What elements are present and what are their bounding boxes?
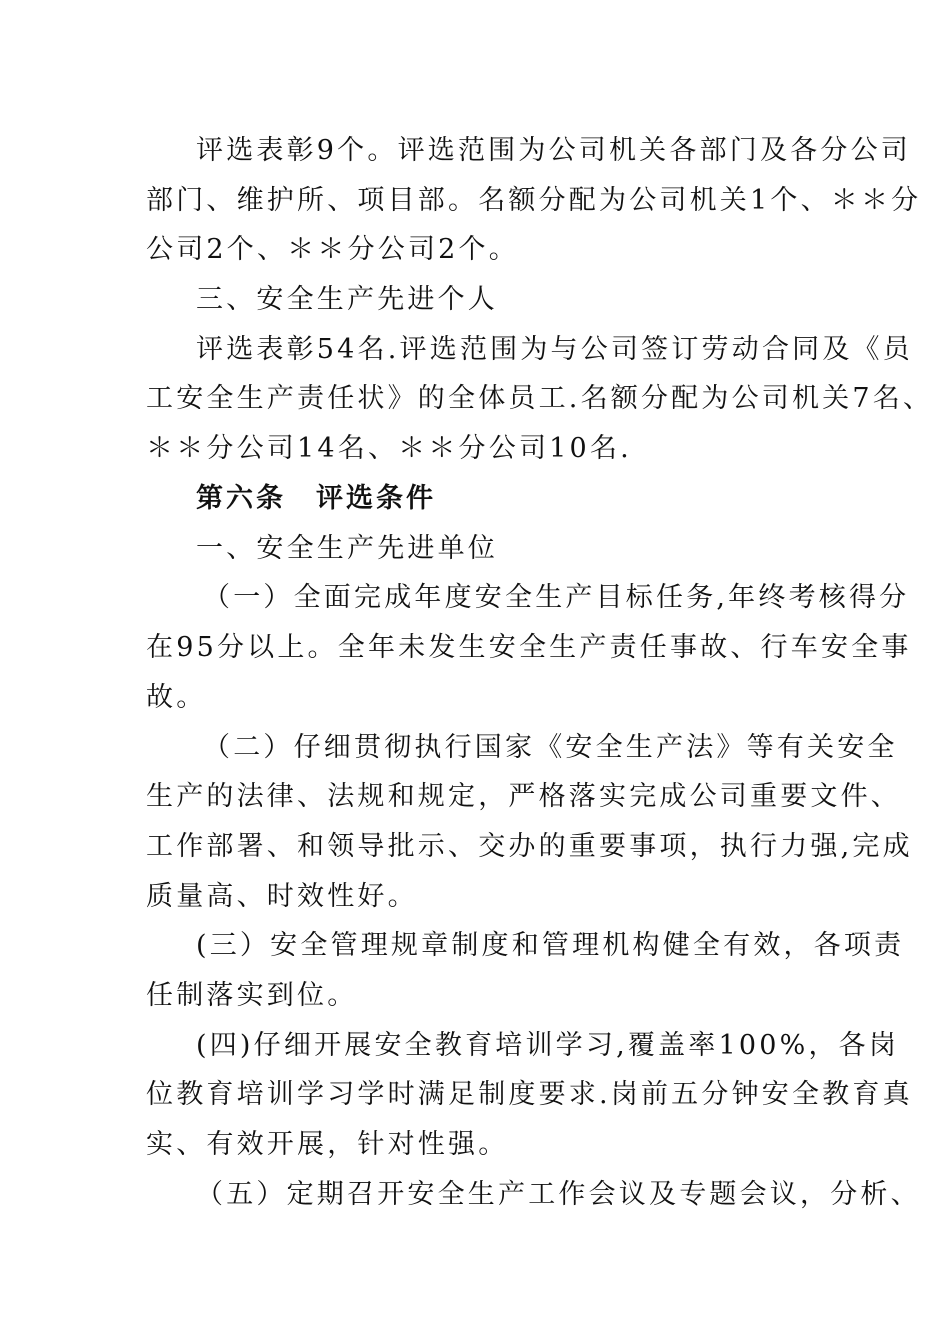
paragraph-line: ＊＊分公司14名、＊＊分公司10名. <box>146 433 632 464</box>
paragraph-line: 部门、维护所、项目部。名额分配为公司机关1个、＊＊分 <box>146 185 922 216</box>
paragraph-line: （二）仔细贯彻执行国家《安全生产法》等有关安全 <box>203 732 898 763</box>
paragraph-line: 评选表彰54名.评选范围为与公司签订劳动合同及《员 <box>196 334 913 365</box>
paragraph-line: 位教育培训学习学时满足制度要求.岗前五分钟安全教育真 <box>146 1079 913 1110</box>
paragraph-line: 评选表彰9个。评选范围为公司机关各部门及各分公司 <box>196 135 911 166</box>
paragraph-line: 故。 <box>146 682 207 713</box>
paragraph-line: 公司2个、＊＊分公司2个。 <box>146 234 519 265</box>
paragraph-line: 实、有效开展，针对性强。 <box>146 1129 509 1160</box>
article-heading: 第六条 评选条件 <box>196 483 436 514</box>
paragraph-line: 生产的法律、法规和规定，严格落实完成公司重要文件、 <box>146 781 901 812</box>
paragraph-line: (三）安全管理规章制度和管理机构健全有效，各项责 <box>196 930 905 961</box>
paragraph-line: 工作部署、和领导批示、交办的重要事项，执行力强,完成 <box>146 831 913 862</box>
paragraph-line: (四)仔细开展安全教育培训学习,覆盖率100%，各岗 <box>196 1030 900 1061</box>
paragraph-line: 在95分以上。全年未发生安全生产责任事故、行车安全事 <box>146 632 912 663</box>
section-heading: 一、安全生产先进单位 <box>196 533 498 564</box>
paragraph-line: 工安全生产责任状》的全体员工.名额分配为公司机关7名、 <box>146 383 934 414</box>
section-heading: 三、安全生产先进个人 <box>196 284 498 315</box>
paragraph-line: 任制落实到位。 <box>146 980 358 1011</box>
paragraph-line: 质量高、时效性好。 <box>146 881 418 912</box>
paragraph-line: （一）全面完成年度安全生产目标任务,年终考核得分 <box>203 582 910 613</box>
paragraph-line: （五）定期召开安全生产工作会议及专题会议，分析、 <box>196 1179 921 1210</box>
